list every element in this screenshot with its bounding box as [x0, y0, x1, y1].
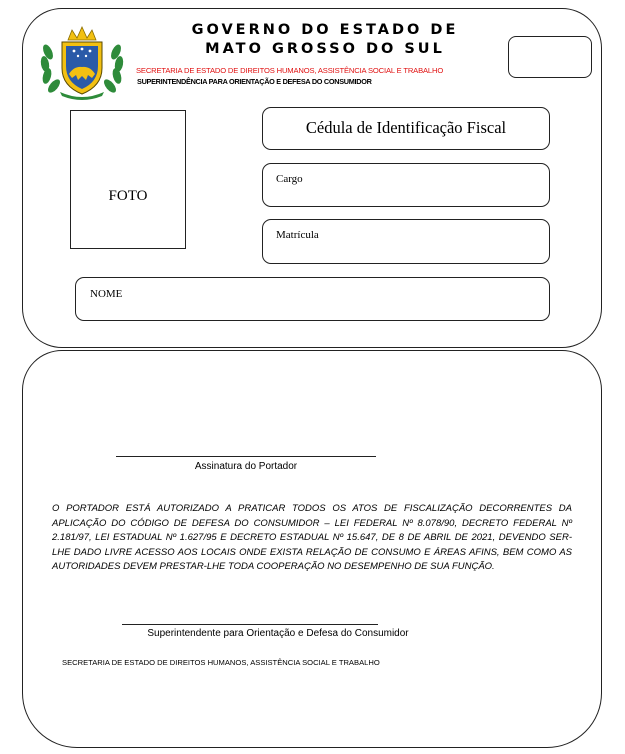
portador-signature-line: [116, 456, 376, 457]
coat-of-arms-icon: [36, 22, 128, 100]
portador-signature-label: Assinatura do Portador: [194, 461, 298, 472]
stamp-box: [508, 36, 592, 78]
superintendencia-name: SUPERINTENDÊNCIA PARA ORIENTAÇÃO E DEFESA DO CONSUMIDOR: [137, 77, 372, 86]
superintendent-signature-line: [122, 624, 378, 625]
superintendent-signature-label: Superintendente para Orientação e Defesa do Consumidor: [147, 628, 409, 639]
nome-label: NOME: [90, 288, 123, 300]
secretaria-footer: SECRETARIA DE ESTADO DE DIREITOS HUMANOS, ASSISTÊNCIA SOCIAL E TRABALHO: [62, 658, 380, 667]
card-title: Cédula de Identificação Fiscal: [305, 118, 507, 137]
matricula-label: Matrícula: [276, 229, 319, 241]
nome-field[interactable]: [75, 277, 550, 321]
photo-label: FOTO: [108, 188, 148, 204]
card-title-box: [262, 107, 550, 150]
photo-box: [70, 110, 186, 249]
government-title: GOVERNO DO ESTADO DE MATO GROSSO DO SUL: [191, 22, 459, 57]
cargo-field[interactable]: [262, 163, 550, 207]
secretaria-name: SECRETARIA DE ESTADO DE DIREITOS HUMANOS, ASSISTÊNCIA SOCIAL E TRABALHO: [136, 66, 444, 75]
authorization-text: O PORTADOR ESTÁ AUTORIZADO A PRATICAR TODOS OS ATOS DE FISCALIZAÇÃO DECORRENTES DA APLICAÇÃO DO CÓDIGO DE DEFESA DO CONSUMIDOR – LEI FEDERAL Nº 8.078/90, DECRETO FEDERAL Nº 2.181/97, LEI ESTADUAL Nº 1.627/95 E DECRETO ESTADUAL Nº 15.647, DE 8 DE ABRIL DE 2021, DEVENDO SER-LHE DADO LIVRE ACESSO AOS LOCAIS ONDE EXISTA RELAÇÃO DE CONSUMO E ÁREAS AFINS, BEM COMO AS AUTORIDADES DEVEM PRESTAR-LHE TODA COOPERAÇÃO NO DESEMPENHO DE SUA FUNÇÃO.: [52, 503, 572, 572]
matricula-field[interactable]: [262, 219, 550, 264]
cargo-label: Cargo: [276, 173, 303, 185]
